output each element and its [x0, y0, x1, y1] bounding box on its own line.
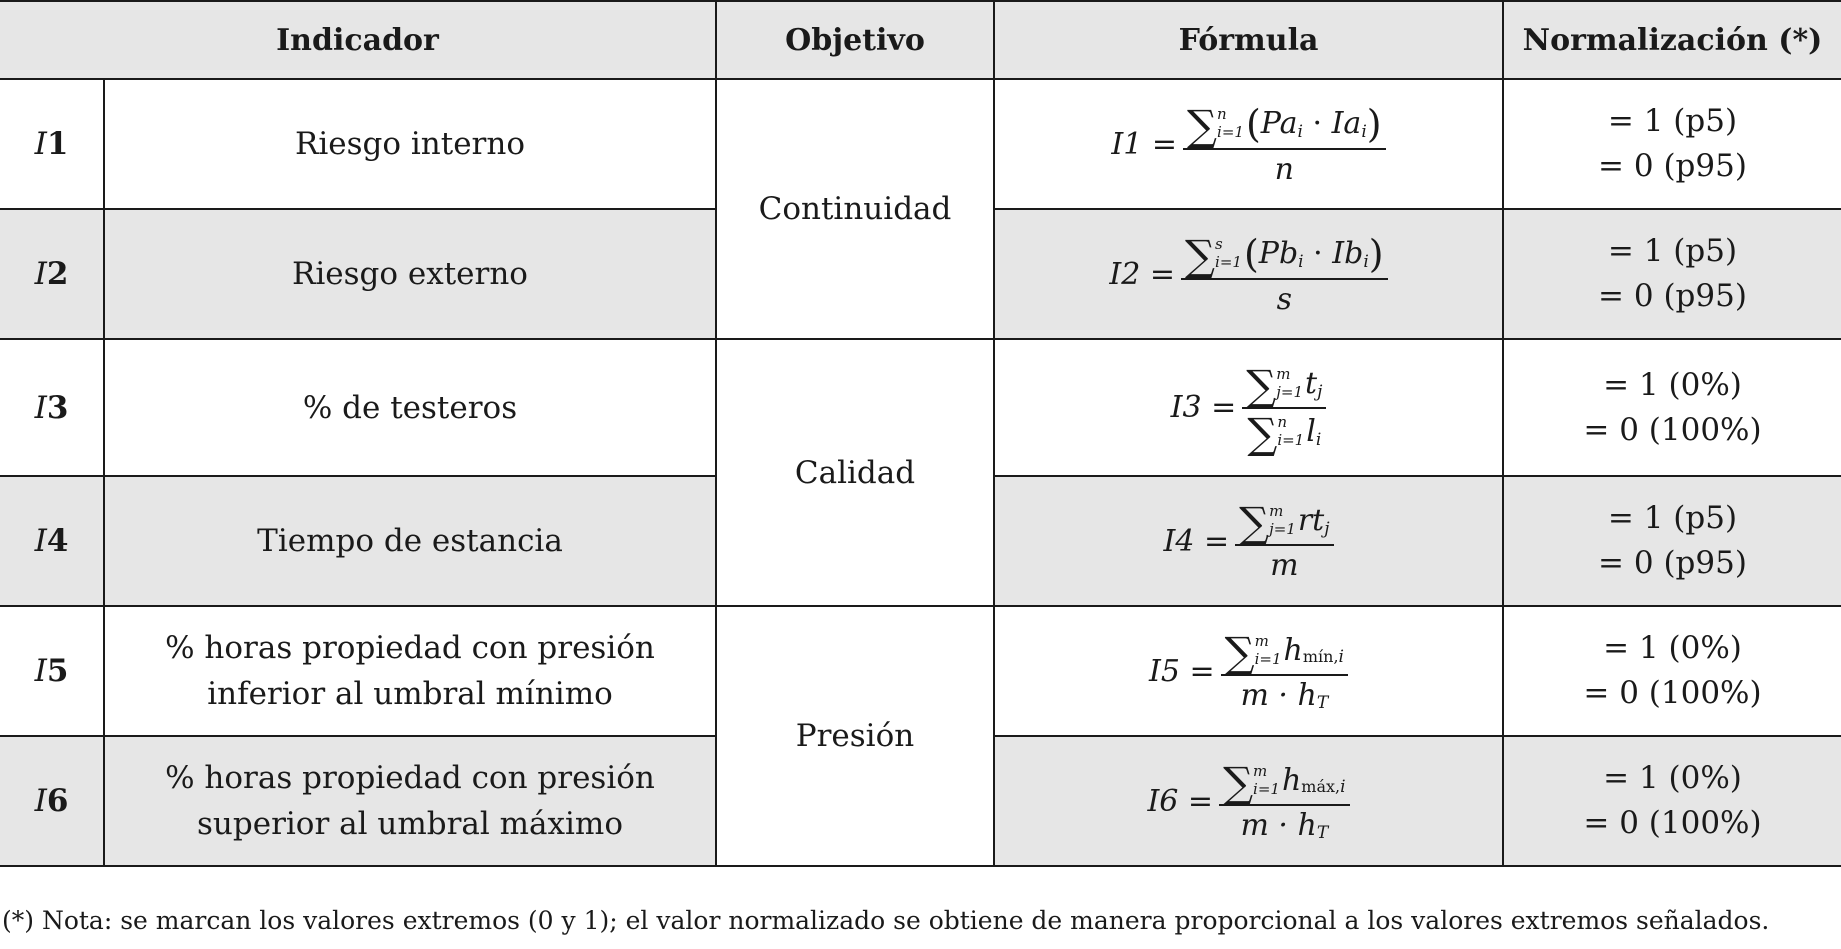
formula-cell	[994, 606, 1503, 736]
indicator-name: Riesgo externo	[104, 209, 716, 339]
formula-i4: I4 = ∑ m j=1 rt j m	[1163, 500, 1333, 583]
normalization-cell: = 1 (p5) = 0 (p95)	[1503, 209, 1841, 339]
normalization-cell: = 1 (0%) = 0 (100%)	[1503, 606, 1841, 736]
normalization-cell: = 1 (p5) = 0 (p95)	[1503, 476, 1841, 606]
header-objetivo: Objetivo	[716, 1, 994, 79]
normalization-cell: = 1 (0%) = 0 (100%)	[1503, 339, 1841, 476]
indicator-id: I3	[0, 339, 104, 476]
table-row	[0, 79, 1841, 209]
indicator-id: I2	[0, 209, 104, 339]
header-row	[0, 1, 1841, 79]
objective-cell: Calidad	[716, 339, 994, 606]
formula-i1: I1 = ∑ n i=1 ( Pa i · Ia i ) n	[1111, 102, 1385, 187]
formula-i6: I6 = ∑ m i=1 h máx, i m · h T	[1147, 760, 1349, 843]
formula-cell	[994, 476, 1503, 606]
objective-cell: Continuidad	[716, 79, 994, 339]
indicator-name: Riesgo interno	[104, 79, 716, 209]
normalization-cell: = 1 (0%) = 0 (100%)	[1503, 736, 1841, 866]
indicator-id: I4	[0, 476, 104, 606]
indicator-name: % de testeros	[104, 339, 716, 476]
footnote: (*) Nota: se marcan los valores extremos (0 y 1); el valor normalizado se obtiene de manera proporcional a los valores extremos señalados.	[2, 906, 1770, 935]
formula-cell	[994, 736, 1503, 866]
formula-cell	[994, 209, 1503, 339]
table-row	[0, 606, 1841, 736]
header-indicador: Indicador	[0, 1, 716, 79]
header-normalizacion: Normalización (*)	[1503, 1, 1841, 79]
header-formula: Fórmula	[994, 1, 1503, 79]
indicator-name: Tiempo de estancia	[104, 476, 716, 606]
formula-i3: I3 = ∑ m j=1 t j ∑ n i=1 l i	[1171, 363, 1327, 453]
formula-i5: I5 = ∑ m i=1 h mín, i m · h T	[1149, 630, 1348, 713]
indicator-id: I6	[0, 736, 104, 866]
table-row	[0, 339, 1841, 476]
formula-cell	[994, 79, 1503, 209]
formula-cell	[994, 339, 1503, 476]
indicator-id: I1	[0, 79, 104, 209]
indicator-name: % horas propiedad con presión inferior al umbral mínimo	[104, 606, 716, 736]
formula-i2: I2 = ∑ s i=1 ( Pb i · Ib i ) s	[1109, 232, 1387, 317]
indicator-id: I5	[0, 606, 104, 736]
objective-cell: Presión	[716, 606, 994, 866]
indicator-name: % horas propiedad con presión superior al umbral máximo	[104, 736, 716, 866]
normalization-cell: = 1 (p5) = 0 (p95)	[1503, 79, 1841, 209]
